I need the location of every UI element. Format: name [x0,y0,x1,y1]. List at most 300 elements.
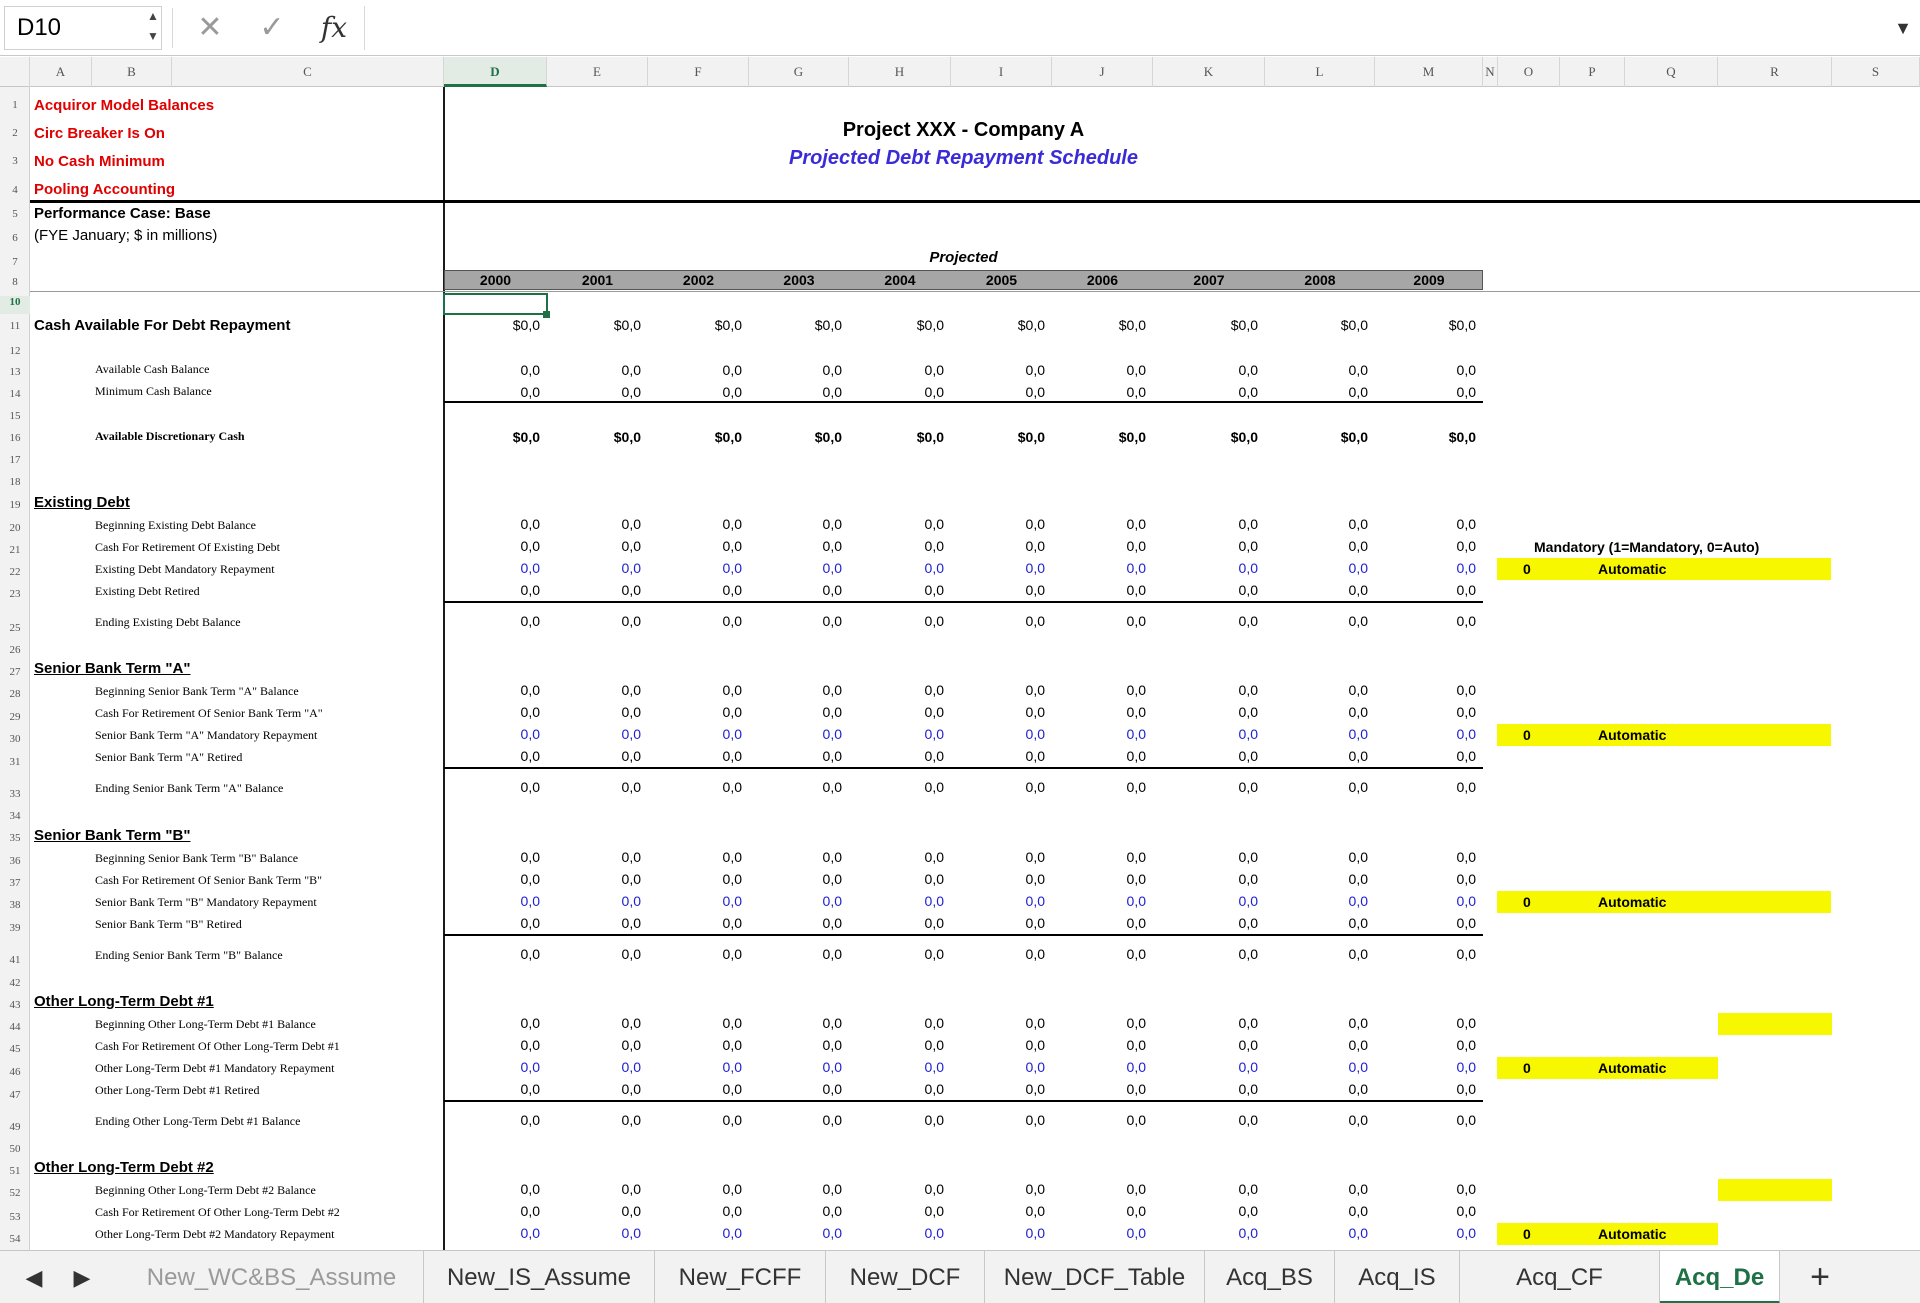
row-header-50[interactable]: 50 [9,1143,21,1156]
row-header-22[interactable]: 22 [9,566,21,579]
value-cell[interactable]: $0,0 [512,317,540,333]
value-cell[interactable]: 0,0 [1126,1015,1146,1031]
name-box-stepper-icon[interactable]: ▲ ▼ [147,9,159,43]
value-cell[interactable]: 0,0 [1348,1059,1368,1075]
value-cell[interactable]: 0,0 [722,1059,742,1075]
value-cell[interactable]: 0,0 [520,915,540,931]
value-cell[interactable]: 0,0 [1238,1112,1258,1128]
value-cell[interactable]: 0,0 [1238,560,1258,576]
row-header-45[interactable]: 45 [9,1043,21,1056]
value-cell[interactable]: 0,0 [520,704,540,720]
value-cell[interactable]: $0,0 [1340,317,1368,333]
sheet-tab[interactable]: New_IS_Assume [424,1251,655,1303]
value-cell[interactable]: 0,0 [1126,893,1146,909]
highlight-cell[interactable] [1718,1179,1832,1201]
value-cell[interactable]: 0,0 [1456,582,1476,598]
value-cell[interactable]: $0,0 [1017,317,1045,333]
value-cell[interactable]: 0,0 [1126,849,1146,865]
value-cell[interactable]: 0,0 [1238,704,1258,720]
value-cell[interactable]: 0,0 [1238,849,1258,865]
column-header-k[interactable]: K [1153,57,1265,87]
value-cell[interactable]: 0,0 [1126,871,1146,887]
value-cell[interactable]: $0,0 [1118,317,1146,333]
row-header-39[interactable]: 39 [9,921,21,934]
value-cell[interactable]: 0,0 [621,1081,641,1097]
active-cell-d10[interactable] [443,293,548,315]
value-cell[interactable]: 0,0 [1126,1225,1146,1241]
sheet-tab[interactable]: New_WC&BS_Assume [120,1251,424,1303]
value-cell[interactable]: 0,0 [520,538,540,554]
value-cell[interactable]: 0,0 [722,1081,742,1097]
value-cell[interactable]: 0,0 [520,893,540,909]
value-cell[interactable]: $0,0 [613,429,641,445]
value-cell[interactable]: 0,0 [1126,915,1146,931]
value-cell[interactable]: 0,0 [1126,1203,1146,1219]
row-header-37[interactable]: 37 [9,877,21,890]
column-header-i[interactable]: I [951,57,1052,87]
value-cell[interactable]: 0,0 [1238,1225,1258,1241]
value-cell[interactable]: 0,0 [621,560,641,576]
value-cell[interactable]: 0,0 [722,1037,742,1053]
value-cell[interactable]: 0,0 [1348,582,1368,598]
value-cell[interactable]: 0,0 [1238,1081,1258,1097]
value-cell[interactable]: 0,0 [924,946,944,962]
value-cell[interactable]: 0,0 [621,893,641,909]
row-header-4[interactable]: 4 [12,183,18,196]
value-cell[interactable]: 0,0 [621,1203,641,1219]
value-cell[interactable]: 0,0 [520,1059,540,1075]
value-cell[interactable]: 0,0 [924,362,944,378]
value-cell[interactable]: 0,0 [520,1112,540,1128]
value-cell[interactable]: 0,0 [621,871,641,887]
value-cell[interactable]: 0,0 [1456,946,1476,962]
value-cell[interactable]: 0,0 [1456,704,1476,720]
value-cell[interactable]: 0,0 [1025,613,1045,629]
value-cell[interactable]: 0,0 [1348,516,1368,532]
value-cell[interactable]: 0,0 [1456,1059,1476,1075]
value-cell[interactable]: $0,0 [1448,429,1476,445]
value-cell[interactable]: 0,0 [822,613,842,629]
row-header-20[interactable]: 20 [9,521,21,534]
value-cell[interactable]: 0,0 [1025,1059,1045,1075]
value-cell[interactable]: 0,0 [822,1181,842,1197]
value-cell[interactable]: 0,0 [822,779,842,795]
value-cell[interactable]: 0,0 [1238,538,1258,554]
value-cell[interactable]: 0,0 [1348,1181,1368,1197]
value-cell[interactable]: 0,0 [822,516,842,532]
sheet-grid[interactable] [0,87,1920,1250]
value-cell[interactable]: 0,0 [1348,362,1368,378]
value-cell[interactable]: 0,0 [520,726,540,742]
value-cell[interactable]: 0,0 [1238,1059,1258,1075]
value-cell[interactable]: 0,0 [822,560,842,576]
value-cell[interactable]: 0,0 [822,582,842,598]
value-cell[interactable]: 0,0 [621,915,641,931]
value-cell[interactable]: 0,0 [1456,1112,1476,1128]
row-header-36[interactable]: 36 [9,855,21,868]
value-cell[interactable]: 0,0 [621,1059,641,1075]
value-cell[interactable]: 0,0 [722,1203,742,1219]
select-all-corner[interactable] [0,57,30,87]
value-cell[interactable]: 0,0 [621,613,641,629]
value-cell[interactable]: 0,0 [621,1037,641,1053]
value-cell[interactable]: 0,0 [520,779,540,795]
value-cell[interactable]: 0,0 [1126,516,1146,532]
value-cell[interactable]: $0,0 [1230,429,1258,445]
value-cell[interactable]: 0,0 [722,362,742,378]
row-header-41[interactable]: 41 [9,953,21,966]
value-cell[interactable]: 0,0 [1126,726,1146,742]
row-header-28[interactable]: 28 [9,687,21,700]
sheet-tab[interactable]: Acq_CF [1460,1251,1660,1303]
value-cell[interactable]: 0,0 [822,893,842,909]
value-cell[interactable]: 0,0 [1348,1081,1368,1097]
row-header-54[interactable]: 54 [9,1232,21,1245]
value-cell[interactable]: 0,0 [1126,1181,1146,1197]
value-cell[interactable]: 0,0 [1238,748,1258,764]
value-cell[interactable]: 0,0 [1456,1181,1476,1197]
value-cell[interactable]: $0,0 [1230,317,1258,333]
value-cell[interactable]: 0,0 [722,384,742,400]
row-header-16[interactable]: 16 [9,432,21,445]
value-cell[interactable]: 0,0 [520,516,540,532]
value-cell[interactable]: 0,0 [1126,946,1146,962]
value-cell[interactable]: 0,0 [1348,1112,1368,1128]
value-cell[interactable]: 0,0 [1126,1037,1146,1053]
value-cell[interactable]: 0,0 [1025,538,1045,554]
value-cell[interactable]: 0,0 [924,704,944,720]
value-cell[interactable]: 0,0 [621,362,641,378]
row-header-53[interactable]: 53 [9,1210,21,1223]
value-cell[interactable]: 0,0 [1238,893,1258,909]
row-header-38[interactable]: 38 [9,899,21,912]
value-cell[interactable]: 0,0 [1025,893,1045,909]
formula-bar-expand-icon[interactable]: ▼ [1894,18,1912,38]
value-cell[interactable]: 0,0 [1456,1015,1476,1031]
value-cell[interactable]: 0,0 [1025,384,1045,400]
value-cell[interactable]: 0,0 [822,726,842,742]
value-cell[interactable]: 0,0 [1348,893,1368,909]
value-cell[interactable]: 0,0 [1025,871,1045,887]
value-cell[interactable]: 0,0 [924,613,944,629]
value-cell[interactable]: 0,0 [621,1181,641,1197]
row-header-18[interactable]: 18 [9,476,21,489]
value-cell[interactable]: 0,0 [621,516,641,532]
value-cell[interactable]: 0,0 [822,384,842,400]
value-cell[interactable]: 0,0 [924,779,944,795]
value-cell[interactable]: 0,0 [621,1112,641,1128]
value-cell[interactable]: 0,0 [924,682,944,698]
value-cell[interactable]: 0,0 [1025,560,1045,576]
value-cell[interactable]: 0,0 [1348,726,1368,742]
value-cell[interactable]: 0,0 [1025,915,1045,931]
value-cell[interactable]: 0,0 [1025,1225,1045,1241]
value-cell[interactable]: 0,0 [722,849,742,865]
value-cell[interactable]: 0,0 [520,362,540,378]
sheet-tab[interactable]: Acq_De [1660,1251,1780,1303]
value-cell[interactable]: 0,0 [1025,362,1045,378]
value-cell[interactable]: 0,0 [1238,682,1258,698]
column-header-h[interactable]: H [849,57,951,87]
value-cell[interactable]: 0,0 [722,1225,742,1241]
value-cell[interactable]: 0,0 [1348,560,1368,576]
value-cell[interactable]: 0,0 [822,748,842,764]
value-cell[interactable]: $0,0 [814,317,842,333]
value-cell[interactable]: 0,0 [924,1181,944,1197]
value-cell[interactable]: 0,0 [1348,682,1368,698]
value-cell[interactable]: 0,0 [1456,915,1476,931]
value-cell[interactable]: 0,0 [520,384,540,400]
value-cell[interactable]: 0,0 [1238,726,1258,742]
value-cell[interactable]: 0,0 [722,779,742,795]
cancel-icon[interactable]: ✕ [197,11,223,44]
value-cell[interactable]: 0,0 [1456,1203,1476,1219]
value-cell[interactable]: 0,0 [924,849,944,865]
value-cell[interactable]: 0,0 [1238,871,1258,887]
value-cell[interactable]: 0,0 [722,682,742,698]
value-cell[interactable]: 0,0 [1126,582,1146,598]
value-cell[interactable]: 0,0 [621,946,641,962]
row-header-35[interactable]: 35 [9,831,21,844]
value-cell[interactable]: 0,0 [1238,1037,1258,1053]
value-cell[interactable]: 0,0 [1025,582,1045,598]
value-cell[interactable]: 0,0 [1456,538,1476,554]
value-cell[interactable]: 0,0 [1348,871,1368,887]
value-cell[interactable]: 0,0 [1348,1037,1368,1053]
value-cell[interactable]: 0,0 [1348,1225,1368,1241]
row-header-43[interactable]: 43 [9,999,21,1012]
sheet-tab[interactable]: New_DCF [826,1251,985,1303]
column-header-c[interactable]: C [172,57,444,87]
column-header-g[interactable]: G [749,57,849,87]
value-cell[interactable]: 0,0 [1025,849,1045,865]
value-cell[interactable]: $0,0 [714,429,742,445]
value-cell[interactable]: 0,0 [520,871,540,887]
prev-sheet-icon[interactable]: ◀ [25,1265,43,1290]
value-cell[interactable]: 0,0 [924,1203,944,1219]
value-cell[interactable]: 0,0 [520,1015,540,1031]
value-cell[interactable]: 0,0 [822,682,842,698]
value-cell[interactable]: 0,0 [1456,849,1476,865]
value-cell[interactable]: 0,0 [822,1059,842,1075]
value-cell[interactable]: 0,0 [722,613,742,629]
column-header-r[interactable]: R [1718,57,1832,87]
value-cell[interactable]: 0,0 [924,893,944,909]
column-header-p[interactable]: P [1560,57,1625,87]
column-header-q[interactable]: Q [1625,57,1718,87]
value-cell[interactable]: $0,0 [1017,429,1045,445]
value-cell[interactable]: 0,0 [621,779,641,795]
value-cell[interactable]: 0,0 [1126,779,1146,795]
value-cell[interactable]: 0,0 [1025,1112,1045,1128]
value-cell[interactable]: 0,0 [1025,1015,1045,1031]
value-cell[interactable]: 0,0 [621,582,641,598]
value-cell[interactable]: 0,0 [1126,682,1146,698]
value-cell[interactable]: 0,0 [722,582,742,598]
value-cell[interactable]: $0,0 [814,429,842,445]
formula-input[interactable] [364,6,1884,50]
value-cell[interactable]: 0,0 [722,946,742,962]
value-cell[interactable]: 0,0 [1456,871,1476,887]
value-cell[interactable]: 0,0 [924,384,944,400]
value-cell[interactable]: 0,0 [1025,516,1045,532]
value-cell[interactable]: 0,0 [822,538,842,554]
value-cell[interactable]: 0,0 [822,362,842,378]
value-cell[interactable]: 0,0 [520,1203,540,1219]
value-cell[interactable]: 0,0 [1456,1081,1476,1097]
value-cell[interactable]: 0,0 [1348,384,1368,400]
value-cell[interactable]: 0,0 [1025,779,1045,795]
column-header-s[interactable]: S [1832,57,1920,87]
value-cell[interactable]: 0,0 [1348,1015,1368,1031]
value-cell[interactable]: $0,0 [916,317,944,333]
value-cell[interactable]: 0,0 [1348,915,1368,931]
column-header-f[interactable]: F [648,57,749,87]
row-header-13[interactable]: 13 [9,365,21,378]
value-cell[interactable]: 0,0 [924,1112,944,1128]
value-cell[interactable]: 0,0 [1456,613,1476,629]
value-cell[interactable]: 0,0 [722,915,742,931]
value-cell[interactable]: 0,0 [520,849,540,865]
row-header-27[interactable]: 27 [9,665,21,678]
row-header-10[interactable]: 10 [0,296,30,314]
value-cell[interactable]: 0,0 [722,1015,742,1031]
value-cell[interactable]: 0,0 [1456,779,1476,795]
value-cell[interactable]: 0,0 [722,726,742,742]
add-sheet-icon[interactable]: + [1810,1258,1830,1296]
name-box[interactable]: D10 [4,6,162,50]
row-header-42[interactable]: 42 [9,976,21,989]
value-cell[interactable]: 0,0 [520,946,540,962]
column-header-l[interactable]: L [1265,57,1375,87]
value-cell[interactable]: 0,0 [1126,1081,1146,1097]
row-header-15[interactable]: 15 [9,409,21,422]
value-cell[interactable]: 0,0 [1025,704,1045,720]
value-cell[interactable]: 0,0 [1025,1203,1045,1219]
value-cell[interactable]: 0,0 [520,1225,540,1241]
value-cell[interactable]: 0,0 [924,1225,944,1241]
value-cell[interactable]: 0,0 [1126,748,1146,764]
row-header-7[interactable]: 7 [12,256,18,269]
value-cell[interactable]: $0,0 [1448,317,1476,333]
value-cell[interactable]: 0,0 [1348,779,1368,795]
value-cell[interactable]: 0,0 [1456,516,1476,532]
row-header-33[interactable]: 33 [9,787,21,800]
next-sheet-icon[interactable]: ▶ [73,1265,91,1290]
fx-icon[interactable]: fx [320,11,348,44]
value-cell[interactable]: 0,0 [621,1015,641,1031]
value-cell[interactable]: $0,0 [1118,429,1146,445]
value-cell[interactable]: 0,0 [1348,1203,1368,1219]
value-cell[interactable]: 0,0 [722,516,742,532]
column-header-b[interactable]: B [92,57,172,87]
value-cell[interactable]: 0,0 [722,704,742,720]
value-cell[interactable]: 0,0 [520,1181,540,1197]
column-header-n[interactable]: N [1483,57,1498,87]
row-header-30[interactable]: 30 [9,733,21,746]
value-cell[interactable]: 0,0 [1348,704,1368,720]
value-cell[interactable]: 0,0 [924,516,944,532]
value-cell[interactable]: 0,0 [1348,748,1368,764]
row-header-6[interactable]: 6 [12,231,18,244]
column-header-a[interactable]: A [30,57,92,87]
value-cell[interactable]: 0,0 [1348,946,1368,962]
value-cell[interactable]: 0,0 [1456,726,1476,742]
value-cell[interactable]: 0,0 [924,582,944,598]
value-cell[interactable]: 0,0 [924,871,944,887]
value-cell[interactable]: 0,0 [822,1112,842,1128]
value-cell[interactable]: 0,0 [822,1203,842,1219]
value-cell[interactable]: 0,0 [1238,946,1258,962]
value-cell[interactable]: 0,0 [520,748,540,764]
value-cell[interactable]: 0,0 [621,748,641,764]
value-cell[interactable]: 0,0 [1456,384,1476,400]
value-cell[interactable]: 0,0 [621,704,641,720]
value-cell[interactable]: 0,0 [924,726,944,742]
value-cell[interactable]: 0,0 [822,871,842,887]
value-cell[interactable]: 0,0 [1025,1081,1045,1097]
value-cell[interactable]: 0,0 [722,560,742,576]
value-cell[interactable]: $0,0 [512,429,540,445]
value-cell[interactable]: 0,0 [1456,560,1476,576]
value-cell[interactable]: 0,0 [1238,1203,1258,1219]
row-header-34[interactable]: 34 [9,809,21,822]
value-cell[interactable]: 0,0 [621,682,641,698]
value-cell[interactable]: 0,0 [822,946,842,962]
value-cell[interactable]: 0,0 [722,1112,742,1128]
value-cell[interactable]: 0,0 [1348,613,1368,629]
value-cell[interactable]: 0,0 [722,871,742,887]
column-header-e[interactable]: E [547,57,648,87]
value-cell[interactable]: 0,0 [1025,726,1045,742]
row-header-52[interactable]: 52 [9,1187,21,1200]
fill-handle[interactable] [543,311,550,318]
value-cell[interactable]: 0,0 [1025,1181,1045,1197]
sheet-tab[interactable]: New_DCF_Table [985,1251,1205,1303]
value-cell[interactable]: $0,0 [916,429,944,445]
row-header-31[interactable]: 31 [9,755,21,768]
column-header-j[interactable]: J [1052,57,1153,87]
value-cell[interactable]: 0,0 [1238,582,1258,598]
row-header-17[interactable]: 17 [9,454,21,467]
value-cell[interactable]: 0,0 [924,538,944,554]
value-cell[interactable]: 0,0 [1126,704,1146,720]
value-cell[interactable]: 0,0 [1238,516,1258,532]
value-cell[interactable]: 0,0 [1025,682,1045,698]
value-cell[interactable]: 0,0 [520,1081,540,1097]
value-cell[interactable]: 0,0 [722,748,742,764]
value-cell[interactable]: 0,0 [621,726,641,742]
value-cell[interactable]: 0,0 [1456,682,1476,698]
value-cell[interactable]: 0,0 [621,849,641,865]
row-header-3[interactable]: 3 [12,155,18,168]
value-cell[interactable]: 0,0 [1238,1181,1258,1197]
value-cell[interactable]: 0,0 [924,1059,944,1075]
row-header-47[interactable]: 47 [9,1088,21,1101]
row-header-1[interactable]: 1 [12,98,18,111]
value-cell[interactable]: 0,0 [520,613,540,629]
row-header-46[interactable]: 46 [9,1065,21,1078]
row-header-25[interactable]: 25 [9,621,21,634]
value-cell[interactable]: 0,0 [822,1081,842,1097]
value-cell[interactable]: 0,0 [1126,538,1146,554]
value-cell[interactable]: 0,0 [722,538,742,554]
value-cell[interactable]: 0,0 [1126,613,1146,629]
row-header-21[interactable]: 21 [9,544,21,557]
value-cell[interactable]: 0,0 [1025,946,1045,962]
value-cell[interactable]: 0,0 [1456,893,1476,909]
value-cell[interactable]: $0,0 [613,317,641,333]
